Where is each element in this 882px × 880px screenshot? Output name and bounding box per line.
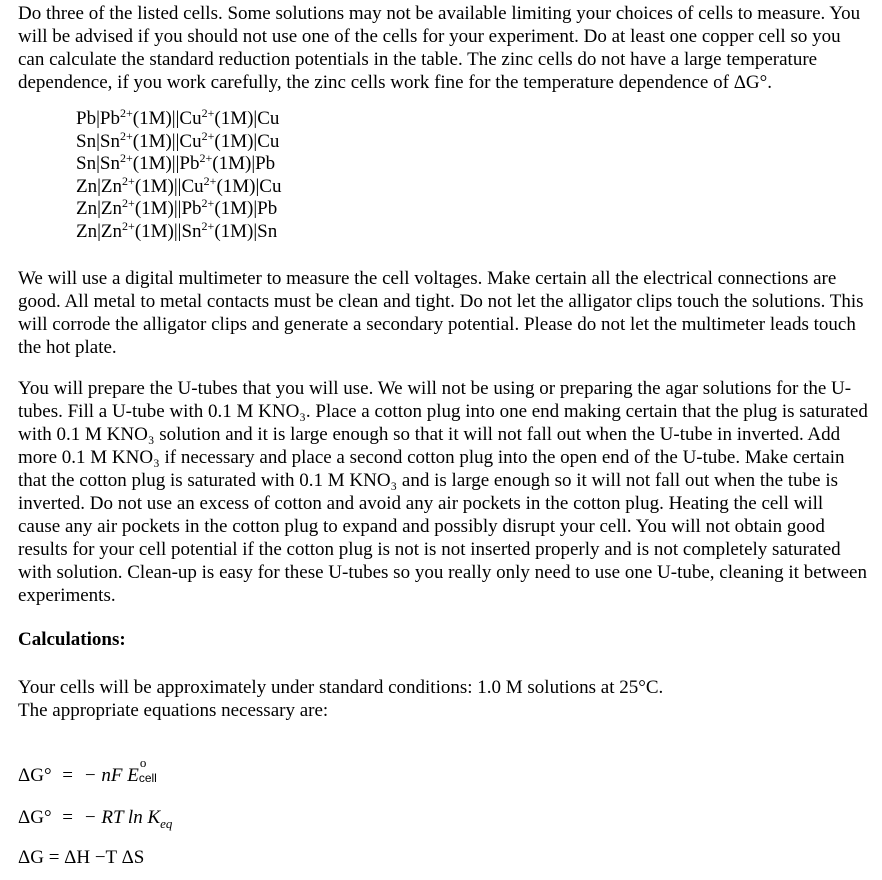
cell-notation: $Sn|Sn^{2+}(1M)||Pb^{2+}(1M)|Pb$	[76, 151, 276, 174]
gibbs-equilibrium-equation: ΔG° = − RT $\ln K_{eq}$	[18, 807, 173, 831]
cell-notation: $Sn|Sn^{2+}(1M)||Cu^{2+}(1M)|Cu$	[76, 128, 280, 152]
gibbs-cell-potential-equation: ΔG° = − nF E o cell	[18, 755, 157, 786]
gibbs-enthalpy-entropy-equation: ΔG = ΔH −T ΔS	[18, 847, 145, 868]
eq2-rhs: − RT ln K	[83, 807, 161, 828]
cell-notation: $Zn|Zn^{2+}(1M)||Sn^{2+}(1M)|Sn$	[76, 218, 278, 242]
utube-paragraph: You will prepare the U-tubes that you will use. We will not be using or preparing the agar solutions for the U-tubes. Fill a U-tube with 0.1 M KNO₃. Place a cotton plug into one end making certain that the plug is saturated with 0.1 M KNO₃ solution and it is large enough so that it will not fall out when the U-tube in inverted. Add more 0.1 M KNO₃ if necessary and place a second cotton plug into the open end of the U-tube. Make certain that the cotton plug is saturated with 0.1 M KNO₃ and is large enough so it will not fall out when the tube is inverted. Do not use an excess of cotton and avoid any air pockets in the cotton plug. Heating the cell will cause any air pockets in the cotton plug to expand and possibly disrupt your cell. You will not obtain good results for your cell potential if the cotton plug is not is not inserted properly and is not completely saturated with solution. Clean-up is easy for these U-tubes so you really only need to use one U-tube, cleaning it between experiments.	[18, 378, 868, 606]
cell-notation: $Zn|Zn^{2+}(1M)||Pb^{2+}(1M)|Pb$	[76, 196, 278, 219]
multimeter-paragraph: We will use a digital multimeter to measure the cell voltages. Make certain all the electrical connections are good. All metal to metal contacts must be clean and tight. Do not let the alligator clips touch the solutions. This will corrode the alligator clips and generate a secondary potential. Please do not let the multimeter leads touch the hot plate.	[18, 268, 864, 358]
standard-conditions-text: Your cells will be approximately under standard conditions: 1.0 M solutions at 25°C.	[18, 677, 664, 698]
eq1-rhs: − nF E	[83, 765, 139, 786]
equations-intro-text: The appropriate equations necessary are:	[18, 700, 329, 721]
document-page	[18, 2, 868, 722]
cell-notation: $Zn|Zn^{2+}(1M)||Cu^{2+}(1M)|Cu$	[76, 173, 282, 197]
calculations-heading: Calculations:	[18, 629, 126, 650]
cell-notation: $Pb|Pb^{2+}(1M)||Cu^{2+}(1M)|Cu$	[76, 106, 280, 129]
intro-paragraph: Do three of the listed cells. Some solutions may not be available limiting your choices of cells to measure. You will be advised if you should not use one of the cells for your experiment. Do at least one copper cell so you can calculate the standard reduction potentials in the table. The zinc cells do not have a large temperature dependence, if you work carefully, the zinc cells work fine for the temperature dependence of ΔG°.	[18, 3, 861, 93]
cell-list	[76, 108, 868, 243]
